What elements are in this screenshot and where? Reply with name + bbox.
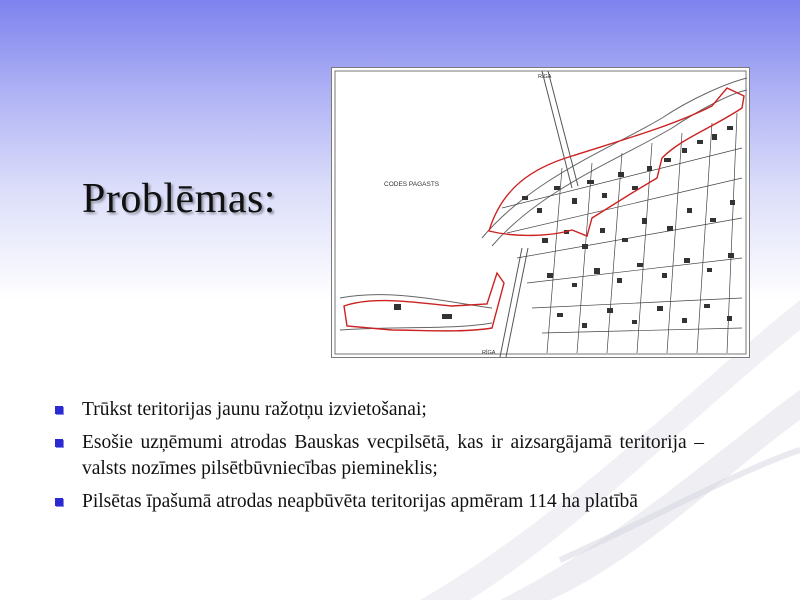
square-bullet-icon [55,406,63,414]
bullet-item [52,430,704,482]
bullet-text: Trūkst teritorijas jaunu ražotņu izvietošanai; [82,399,427,420]
square-bullet-icon [55,498,63,506]
map-area-label: CODES PAGASTS [384,181,440,188]
slide-title: Problēmas: [82,176,276,222]
bullet-item [52,397,704,423]
bullet-text: Esošie uzņēmumi atrodas Bauskas vecpilsētā, kas ir aizsargājamā teritorija – valsts nozīmes pilsētbūvniecības piemineklis; [82,432,704,479]
map-road-label-north: RĪGA [538,74,552,80]
bullet-text: Pilsētas īpašumā atrodas neapbūvēta teritorijas apmēram 114 ha platībā [82,491,638,512]
bullet-list [52,397,704,522]
square-bullet-icon [55,439,63,447]
bullet-item [52,489,704,515]
city-map [331,67,750,358]
map-road-label-south: RĪGA [482,350,496,356]
